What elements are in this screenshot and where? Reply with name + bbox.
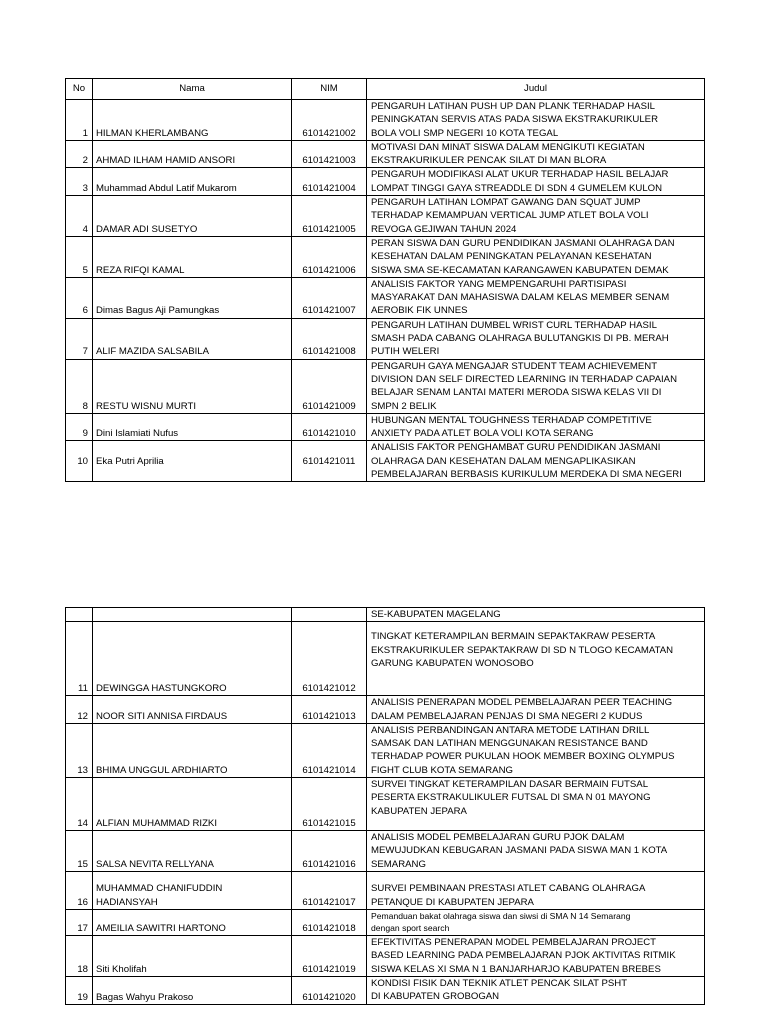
header-nama: Nama [93,79,292,100]
cell-nim: 6101421011 [292,441,367,482]
cell-judul: TINGKAT KETERAMPILAN BERMAIN SEPAKTAKRAW PESERTA EKSTRAKURIKULER SEPAKTAKRAW DI SD N TLOGO KECAMATAN GARUNG KABUPATEN WONOSOBO [367,622,705,696]
cell-no: 17 [66,909,93,935]
cell-no: 19 [66,976,93,1004]
cell-no: 1 [66,100,93,141]
table-row [66,441,705,482]
cell-no: 2 [66,140,93,168]
cell-nama: NOOR SITI ANNISA FIRDAUS [93,696,292,724]
cell-no: 10 [66,441,93,482]
cell-judul: PENGARUH LATIHAN LOMPAT GAWANG DAN SQUAT JUMP TERHADAP KEMAMPUAN VERTICAL JUMP ATLET BOLA VOLI REVOGA GEJIWAN TAHUN 2024 [367,196,705,237]
cell-nim: 6101421006 [292,236,367,277]
cell-no [66,608,93,622]
cell-judul: ANALISIS MODEL PEMBELAJARAN GURU PJOK DALAM MEWUJUDKAN KEBUGARAN JASMANI PADA SISWA MAN 1 KOTA SEMARANG [367,831,705,872]
cell-judul: PENGARUH LATIHAN DUMBEL WRIST CURL TERHADAP HASIL SMASH PADA CABANG OLAHRAGA BULUTANGKIS DI PB. MERAH PUTIH WELERI [367,318,705,359]
header-nim: NIM [292,79,367,100]
cell-nama: DEWINGGA HASTUNGKORO [93,622,292,696]
cell-nim: 6101421008 [292,318,367,359]
cell-no: 14 [66,778,93,831]
cell-no: 13 [66,723,93,777]
cell-nim: 6101421009 [292,359,367,413]
cell-no: 15 [66,831,93,872]
cell-nim: 6101421005 [292,196,367,237]
cell-nim [292,608,367,622]
cell-nim: 6101421019 [292,935,367,976]
cell-no: 5 [66,236,93,277]
cell-nama: Siti Kholifah [93,935,292,976]
cell-judul: PERAN SISWA DAN GURU PENDIDIKAN JASMANI OLAHRAGA DAN KESEHATAN DALAM PENINGKATAN PELAYANAN KESEHATAN SISWA SMA SE-KECAMATAN KARANGAWEN KABUPATEN DEMAK [367,236,705,277]
table-row [66,622,705,696]
header-no: No [66,79,93,100]
cell-nim: 6101421002 [292,100,367,141]
cell-judul: ANALISIS FAKTOR YANG MEMPENGARUHI PARTISIPASI MASYARAKAT DAN MAHASISWA DALAM KELAS MEMBER SENAM AEROBIK FIK UNNES [367,277,705,318]
cell-judul: HUBUNGAN MENTAL TOUGHNESS TERHADAP COMPETITIVE ANXIETY PADA ATLET BOLA VOLI KOTA SERANG [367,413,705,441]
cell-nama: MUHAMMAD CHANIFUDDIN HADIANSYAH [93,871,292,909]
cell-nim: 6101421020 [292,976,367,1004]
cell-nim: 6101421015 [292,778,367,831]
cell-nim: 6101421013 [292,696,367,724]
table-row [66,168,705,196]
cell-nim: 6101421012 [292,622,367,696]
cell-nama [93,608,292,622]
cell-nama: SALSA NEVITA RELLYANA [93,831,292,872]
table-header-row [66,79,705,100]
table-row [66,318,705,359]
student-thesis-table-1 [65,78,705,482]
cell-judul: SURVEI TINGKAT KETERAMPILAN DASAR BERMAIN FUTSAL PESERTA EKSTRAKULIKULER FUTSAL DI SMA N 01 MAYONG KABUPATEN JEPARA [367,778,705,831]
table-row [66,723,705,777]
cell-judul: ANALISIS PERBANDINGAN ANTARA METODE LATIHAN DRILL SAMSAK DAN LATIHAN MENGGUNAKAN RESISTANCE BAND TERHADAP POWER PUKULAN HOOK MEMBER BOXING OLYMPUS FIGHT CLUB KOTA SEMARANG [367,723,705,777]
table-row [66,100,705,141]
cell-no: 7 [66,318,93,359]
table-row [66,871,705,909]
cell-no: 4 [66,196,93,237]
cell-judul: SE-KABUPATEN MAGELANG [367,608,705,622]
cell-nim: 6101421003 [292,140,367,168]
cell-no: 9 [66,413,93,441]
cell-no: 18 [66,935,93,976]
cell-nim: 6101421004 [292,168,367,196]
cell-nama: REZA RIFQI KAMAL [93,236,292,277]
table-row [66,909,705,935]
cell-no: 8 [66,359,93,413]
table-row [66,696,705,724]
cell-nim: 6101421016 [292,831,367,872]
cell-nim: 6101421007 [292,277,367,318]
cell-judul: PENGARUH MODIFIKASI ALAT UKUR TERHADAP HASIL BELAJAR LOMPAT TINGGI GAYA STREADDLE DI SDN 4 GUMELEM KULON [367,168,705,196]
cell-nim: 6101421018 [292,909,367,935]
cell-judul: PENGARUH LATIHAN PUSH UP DAN PLANK TERHADAP HASIL PENINGKATAN SERVIS ATAS PADA SISWA EKSTRAKURIKULER BOLA VOLI SMP NEGERI 10 KOTA TEGAL [367,100,705,141]
cell-nim: 6101421014 [292,723,367,777]
cell-nama: Eka Putri Aprilia [93,441,292,482]
cell-judul: ANALISIS FAKTOR PENGHAMBAT GURU PENDIDIKAN JASMANI OLAHRAGA DAN KESEHATAN DALAM MENGAPLIKASIKAN PEMBELAJARAN BERBASIS KURIKULUM MERDEKA DI SMA NEGERI [367,441,705,482]
cell-no: 12 [66,696,93,724]
student-thesis-table-2 [65,607,705,1005]
table-row [66,277,705,318]
table-row-continuation [66,608,705,622]
cell-judul: ANALISIS PENERAPAN MODEL PEMBELAJARAN PEER TEACHING DALAM PEMBELAJARAN PENJAS DI SMA NEGERI 2 KUDUS [367,696,705,724]
cell-nama: Muhammad Abdul Latif Mukarom [93,168,292,196]
table-row [66,413,705,441]
cell-nama: BHIMA UNGGUL ARDHIARTO [93,723,292,777]
cell-judul: KONDISI FISIK DAN TEKNIK ATLET PENCAK SILAT PSHT DI KABUPATEN GROBOGAN [367,976,705,1004]
cell-nama: DAMAR ADI SUSETYO [93,196,292,237]
cell-judul: EFEKTIVITAS PENERAPAN MODEL PEMBELAJARAN PROJECT BASED LEARNING PADA PEMBELAJARAN PJOK AKTIVITAS RITMIK SISWA KELAS XI SMA N 1 BANJARHARJO KABUPATEN BREBES [367,935,705,976]
cell-nama: AHMAD ILHAM HAMID ANSORI [93,140,292,168]
cell-nim: 6101421017 [292,871,367,909]
cell-judul: PENGARUH GAYA MENGAJAR STUDENT TEAM ACHIEVEMENT DIVISION DAN SELF DIRECTED LEARNING IN TERHADAP CAPAIAN BELAJAR SENAM LANTAI MATERI MERODA SISWA KELAS VII DI SMPN 2 BELIK [367,359,705,413]
cell-no: 16 [66,871,93,909]
cell-no: 6 [66,277,93,318]
table-row [66,831,705,872]
cell-nim: 6101421010 [292,413,367,441]
cell-nama: Dimas Bagus Aji Pamungkas [93,277,292,318]
cell-judul: Pemanduan bakat olahraga siswa dan siwsi di SMA N 14 Semarang dengan sport search [367,909,705,935]
cell-judul: SURVEI PEMBINAAN PRESTASI ATLET CABANG OLAHRAGA PETANQUE DI KABUPATEN JEPARA [367,871,705,909]
table-row [66,140,705,168]
cell-nama: ALIF MAZIDA SALSABILA [93,318,292,359]
table-row [66,196,705,237]
cell-nama: Bagas Wahyu Prakoso [93,976,292,1004]
table-row [66,976,705,1004]
table-row [66,359,705,413]
cell-nama: HILMAN KHERLAMBANG [93,100,292,141]
header-judul: Judul [367,79,705,100]
cell-nama: RESTU WISNU MURTI [93,359,292,413]
cell-judul: MOTIVASI DAN MINAT SISWA DALAM MENGIKUTI KEGIATAN EKSTRAKURIKULER PENCAK SILAT DI MAN BLORA [367,140,705,168]
cell-nama: Dini Islamiati Nufus [93,413,292,441]
table-row [66,778,705,831]
cell-nama: AMEILIA SAWITRI HARTONO [93,909,292,935]
table-row [66,935,705,976]
table-row [66,236,705,277]
cell-no: 11 [66,622,93,696]
cell-nama: ALFIAN MUHAMMAD RIZKI [93,778,292,831]
cell-no: 3 [66,168,93,196]
